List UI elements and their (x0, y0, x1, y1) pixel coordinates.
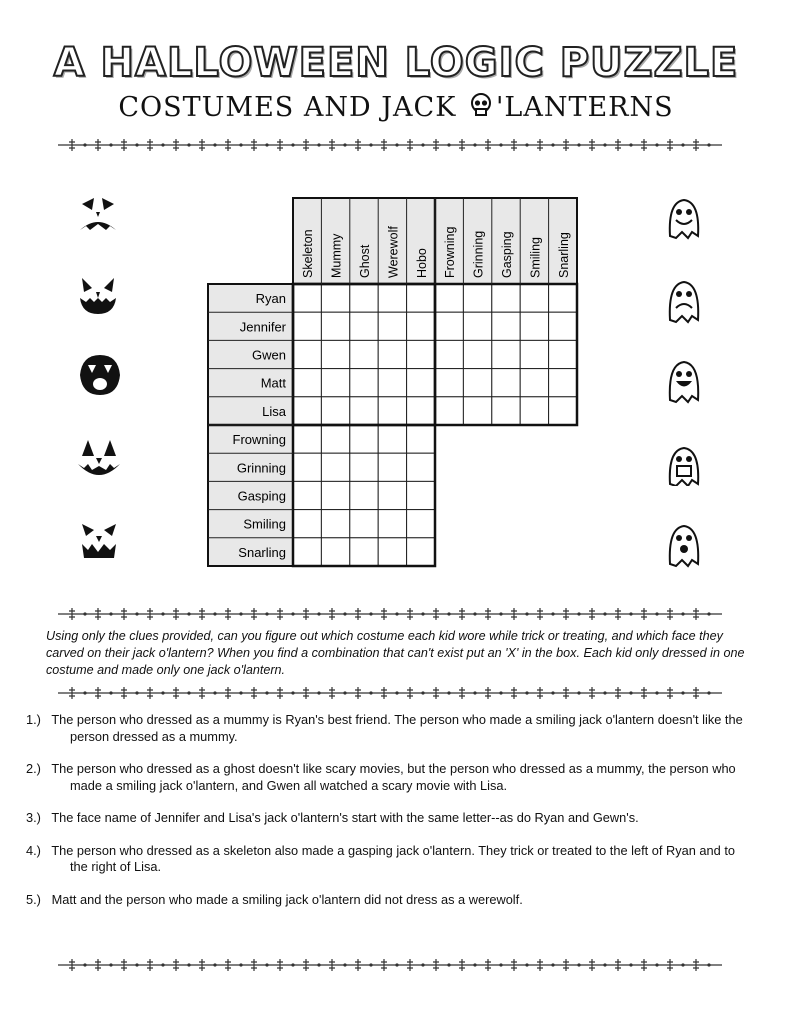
clue-item: 5.) Matt and the person who made a smiling jack o'lantern did not dress as a werewolf. (26, 891, 523, 907)
grid-cell[interactable] (407, 397, 435, 425)
instructions-text: Using only the clues provided, can you figure out which costume each kid wore while trick or treating, and which face they carved on their jack o'lantern? When you find a combination that can't exist put an 'X' in the box. Each kid only dressed in one costume and made only one jack o'lantern. (46, 629, 745, 677)
clue-item: 1.) The person who dressed as a mummy is Ryan's best friend. The person who made a smiling jack o'lantern doesn't like the person dressed as a mummy. (26, 712, 743, 744)
subtitle-text-start: COSTUMES AND JACK (118, 92, 457, 123)
grid-cell[interactable] (520, 369, 548, 397)
clue-text: Matt and the person who made a smiling jack o'lantern did not dress as a werewolf. (51, 891, 523, 907)
ghost-icon (666, 446, 702, 486)
grid-cell[interactable] (407, 312, 435, 340)
clue-item: 3.) The face name of Jennifer and Lisa's jack o'lantern's start with the same letter--as do Ryan and Gewn's. (26, 810, 639, 825)
grid-cell[interactable] (492, 369, 520, 397)
grid-cell[interactable] (407, 284, 435, 312)
gasping-pumpkin-icon (78, 353, 122, 397)
grid-cell[interactable] (549, 312, 577, 340)
grid-cell[interactable] (407, 538, 435, 566)
grinning-pumpkin-icon (76, 274, 120, 318)
grid-cell[interactable] (492, 312, 520, 340)
grid-cell[interactable] (378, 397, 406, 425)
grid-cell[interactable] (378, 481, 406, 509)
grid-cell[interactable] (293, 397, 321, 425)
bottom-divider (58, 958, 722, 972)
grid-cell[interactable] (378, 340, 406, 368)
row-header: Frowning (232, 432, 286, 448)
grid-cell[interactable] (520, 397, 548, 425)
grid-cell[interactable] (350, 340, 378, 368)
clue-item: 4.) The person who dressed as a skeleton also made a gasping jack o'lantern. They trick or treated to the left of Ryan and to the right of Lisa. (26, 842, 736, 874)
grid-cell[interactable] (378, 369, 406, 397)
grid-cell[interactable] (549, 397, 577, 425)
row-header: Gasping (237, 488, 286, 504)
grid-cell[interactable] (463, 369, 491, 397)
grid-cell[interactable] (350, 425, 378, 453)
grid-cell[interactable] (321, 510, 349, 538)
ghost-icon (664, 196, 704, 240)
grid-cell[interactable] (378, 538, 406, 566)
grid-cell[interactable] (407, 340, 435, 368)
grid-cell[interactable] (407, 453, 435, 481)
grid-cell[interactable] (407, 425, 435, 453)
grid-cell[interactable] (549, 369, 577, 397)
clue-text: The person who dressed as a skeleton also made a gasping jack o'lantern. They trick or treated to the left of Ryan and to the right of Lisa. (51, 842, 736, 874)
grid-cell[interactable] (463, 340, 491, 368)
grid-cell[interactable] (378, 453, 406, 481)
row-header: Matt (260, 375, 286, 391)
grid-cell[interactable] (407, 369, 435, 397)
grid-cell[interactable] (435, 340, 463, 368)
grid-cell[interactable] (350, 481, 378, 509)
grid-cell[interactable] (407, 510, 435, 538)
grid-cell[interactable] (293, 510, 321, 538)
grid-cell[interactable] (293, 481, 321, 509)
column-header: Grinning (471, 230, 486, 278)
clue-text: The person who dressed as a mummy is Ryan's best friend. The person who made a smiling jack o'lantern doesn't like the person dressed as a mummy. (51, 712, 743, 744)
puzzle-title: A HALLOWEEN LOGIC PUZZLE (53, 40, 739, 86)
grid-cell[interactable] (435, 369, 463, 397)
grid-cell[interactable] (378, 510, 406, 538)
column-header: Werewolf (386, 226, 401, 278)
ghost-icon (664, 278, 704, 324)
ghost-icon (664, 522, 704, 568)
column-header: Smiling (528, 237, 543, 278)
row-header: Lisa (262, 403, 286, 419)
column-header: Gasping (500, 231, 514, 278)
grid-cell[interactable] (350, 369, 378, 397)
subtitle-text-end: 'LANTERNS (495, 92, 674, 123)
grid-cell[interactable] (293, 284, 321, 312)
grid-cell[interactable] (321, 538, 349, 566)
grid-cell[interactable] (293, 312, 321, 340)
row-header: Ryan (255, 291, 286, 307)
column-header: Ghost (358, 244, 372, 278)
grid-cell[interactable] (321, 397, 349, 425)
snarling-pumpkin-icon (78, 518, 120, 562)
row-header: Gwen (252, 347, 286, 363)
grid-cell[interactable] (378, 312, 406, 340)
grid-cell[interactable] (463, 312, 491, 340)
grid-cell[interactable] (293, 340, 321, 368)
column-header: Hobo (414, 248, 429, 278)
frowning-pumpkin-icon (76, 190, 120, 234)
grid-cell[interactable] (350, 397, 378, 425)
row-header: Snarling (238, 544, 286, 560)
grid-cell[interactable] (378, 284, 406, 312)
grid-cell[interactable] (492, 397, 520, 425)
grid-cell[interactable] (520, 340, 548, 368)
clue-list (26, 712, 748, 924)
clue-text: The face name of Jennifer and Lisa's jack o'lantern's start with the same letter--as do Ryan and Gewn's. (51, 810, 639, 825)
grid-cell[interactable] (293, 369, 321, 397)
ghost-icon (664, 358, 704, 404)
grid-cell[interactable] (321, 284, 349, 312)
column-header: Snarling (556, 232, 571, 278)
grid-cell[interactable] (350, 510, 378, 538)
row-header: Grinning (236, 460, 286, 476)
clue-item: 2.) The person who dressed as a ghost doesn't like scary movies, but the person who dressed as a mummy, the person who made a smiling jack o'lantern, and Gwen all watched a scary movie with Lisa. (26, 761, 736, 793)
grid-cell[interactable] (378, 425, 406, 453)
grid-cell[interactable] (549, 340, 577, 368)
row-header: Jennifer (239, 319, 286, 335)
column-header: Frowning (443, 226, 458, 278)
grid-cell[interactable] (463, 397, 491, 425)
grid-cell[interactable] (321, 340, 349, 368)
grid-cell[interactable] (293, 425, 321, 453)
grid-cell[interactable] (321, 481, 349, 509)
instructions-divider (58, 686, 722, 700)
grid-cell[interactable] (435, 312, 463, 340)
grid-cell[interactable] (321, 425, 349, 453)
middle-divider (58, 607, 722, 621)
grid-cell[interactable] (520, 284, 548, 312)
column-header: Skeleton (301, 229, 316, 278)
grid-cell[interactable] (435, 397, 463, 425)
grid-cell[interactable] (293, 538, 321, 566)
grid-cell[interactable] (463, 284, 491, 312)
grid-cell[interactable] (321, 369, 349, 397)
grid-cell[interactable] (350, 312, 378, 340)
grid-cell[interactable] (350, 538, 378, 566)
grid-cell[interactable] (492, 284, 520, 312)
grid-cell[interactable] (350, 284, 378, 312)
grid-cell[interactable] (520, 312, 548, 340)
clue-text: The person who dressed as a ghost doesn't like scary movies, but the person who dressed as a mummy, the person who made a smiling jack o'lantern, and Gwen all watched a scary movie with Lisa. (51, 761, 736, 793)
grid-cell[interactable] (549, 284, 577, 312)
grid-cell[interactable] (350, 453, 378, 481)
grid-cell[interactable] (435, 284, 463, 312)
grid-cell[interactable] (321, 312, 349, 340)
column-header: Mummy (329, 233, 344, 278)
row-header: Smiling (243, 516, 286, 532)
grid-cell[interactable] (492, 340, 520, 368)
grid-cell[interactable] (407, 481, 435, 509)
grid-cell[interactable] (321, 453, 349, 481)
grid-cell[interactable] (293, 453, 321, 481)
smiling-pumpkin-icon (76, 438, 122, 482)
